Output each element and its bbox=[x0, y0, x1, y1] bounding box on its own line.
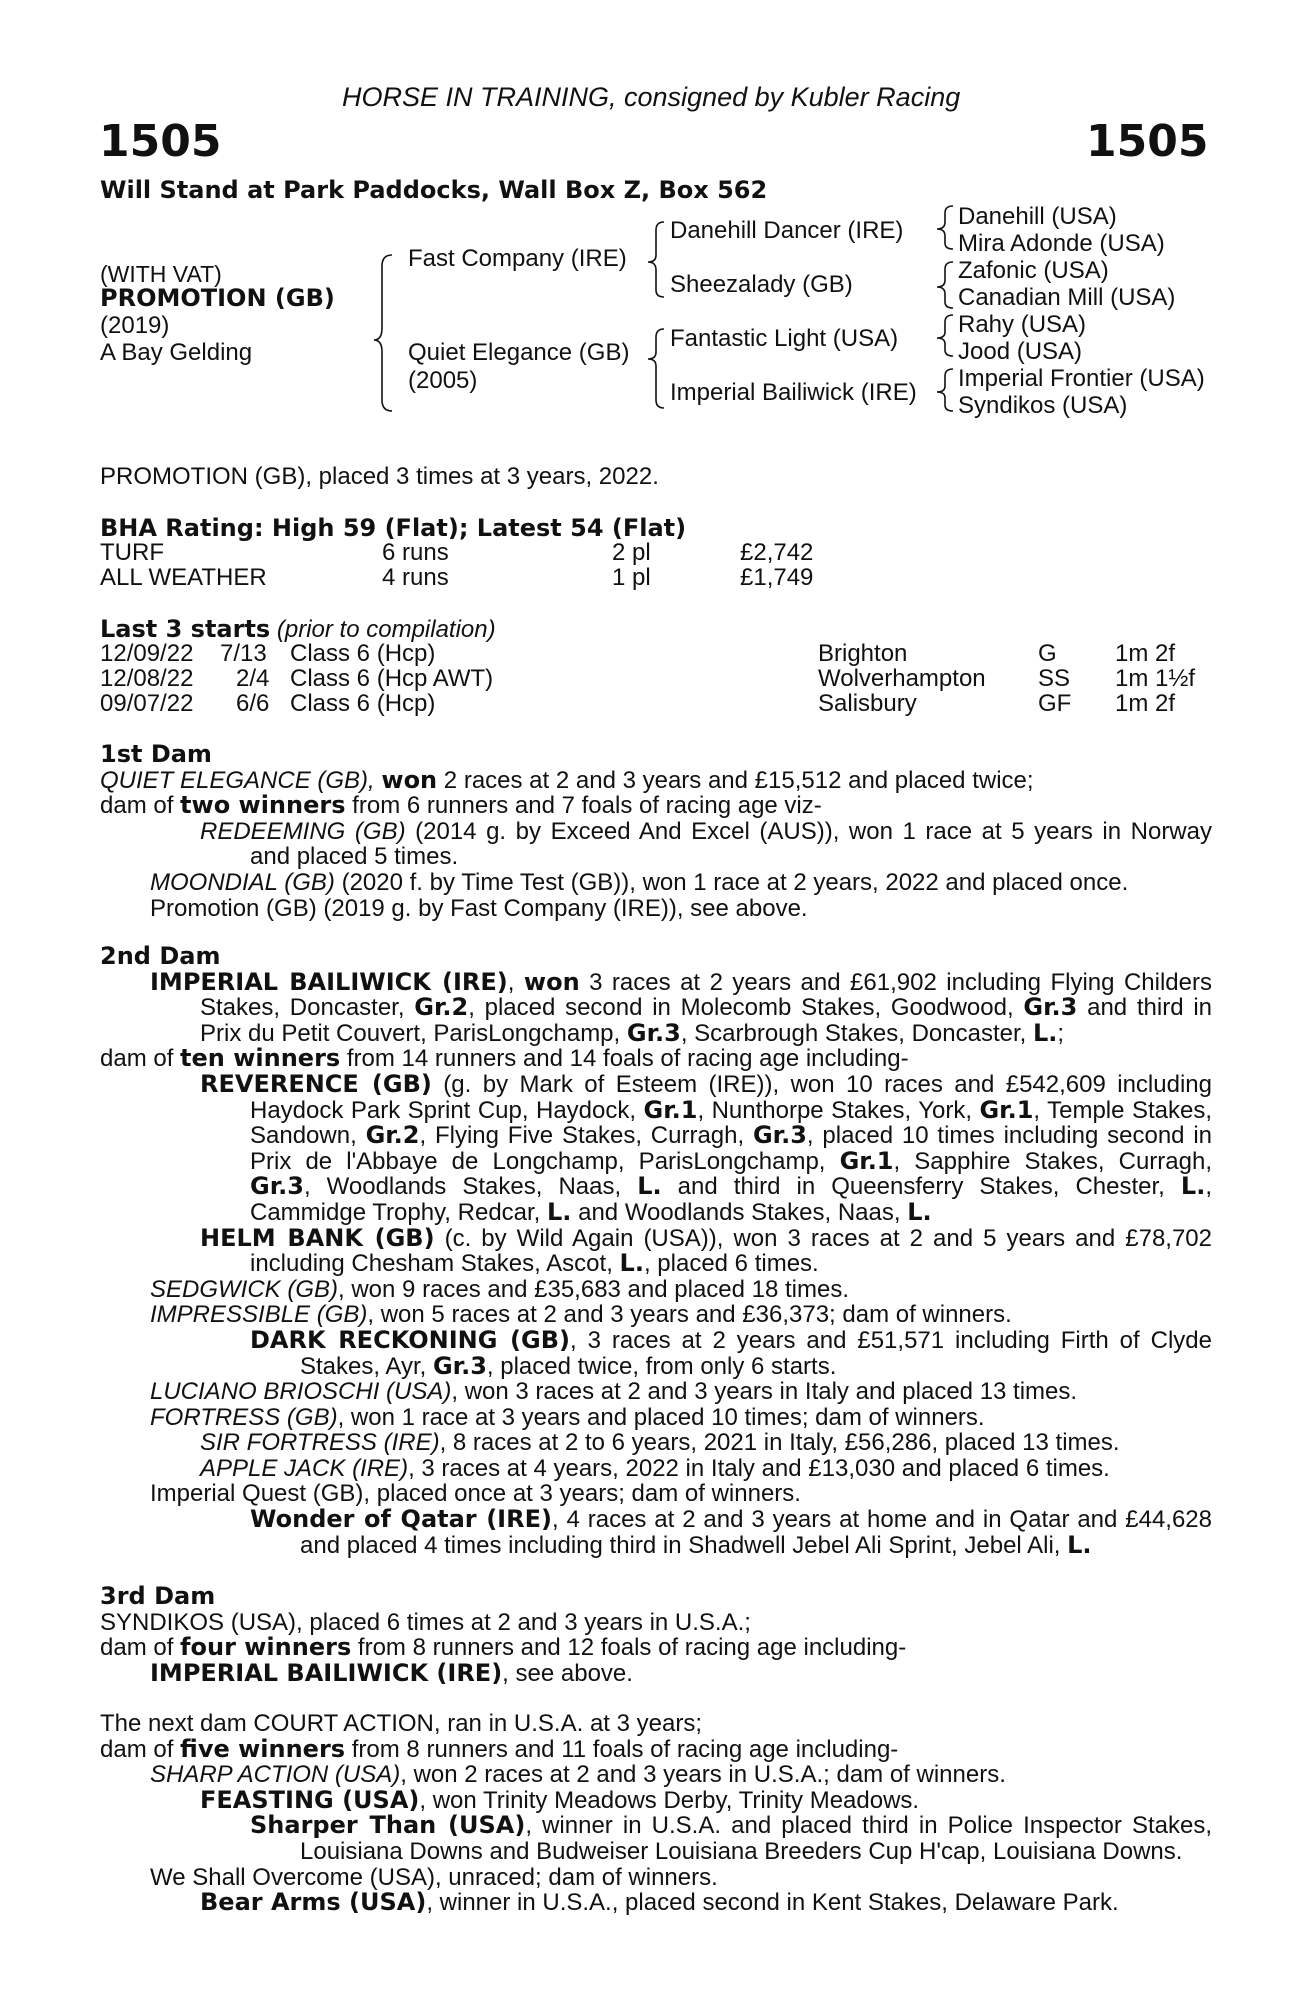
start-distance: 1m 2f bbox=[1115, 640, 1176, 667]
produce-name: Sharper Than (USA) bbox=[250, 1811, 526, 1840]
first-dam-produce-line bbox=[100, 793, 1212, 819]
produce-entry bbox=[100, 1785, 1212, 1814]
produce-name: REDEEMING (GB) bbox=[200, 817, 406, 845]
consignment-line: HORSE IN TRAINING, consigned by Kubler Racing bbox=[342, 82, 961, 112]
start-date: 09/07/22 bbox=[100, 690, 194, 717]
record-text: , Woodlands Stakes, Naas, bbox=[303, 1173, 638, 1201]
dam-of-label: dam of bbox=[100, 1735, 181, 1763]
next-dam-section bbox=[100, 1711, 1212, 1916]
start-date: 12/09/22 bbox=[100, 640, 194, 667]
grade-label: Gr.3 bbox=[626, 1018, 681, 1047]
record-text: , won 9 races and £35,683 and placed 18 times. bbox=[338, 1275, 850, 1303]
listed-label: L. bbox=[637, 1172, 662, 1201]
second-dam-produce-line bbox=[100, 1046, 1212, 1072]
dam-name: IMPERIAL BAILIWICK (IRE) bbox=[150, 967, 508, 996]
rating-placed: 1 pl bbox=[612, 564, 651, 591]
record-text: , placed 10 times including second in Prix de l'Abbaye de Longchamp, ParisLongchamp, bbox=[250, 1122, 1212, 1175]
winners-count: four winners bbox=[180, 1633, 352, 1662]
won-label: won bbox=[523, 967, 580, 996]
lot-number-right: 1505 bbox=[1086, 116, 1209, 167]
record-text: , Nunthorpe Stakes, York, bbox=[697, 1096, 980, 1124]
produce-name: SHARP ACTION (USA) bbox=[150, 1761, 401, 1789]
start-distance: 1m 2f bbox=[1115, 690, 1176, 717]
produce-entry bbox=[100, 1277, 1212, 1303]
record-text: , 8 races at 2 to 6 years, 2021 in Italy, £56,286, placed 13 times. bbox=[439, 1429, 1120, 1457]
rating-title: BHA Rating: High 59 (Flat); Latest 54 (Flat) bbox=[100, 514, 687, 542]
second-dam-record bbox=[100, 967, 1212, 1047]
first-dam-title: 1st Dam bbox=[100, 740, 212, 768]
grade-label: Gr.3 bbox=[432, 1351, 487, 1380]
granddam-4: Canadian Mill (USA) bbox=[958, 284, 1176, 311]
rating-runs: 4 runs bbox=[382, 564, 449, 591]
first-dam-section bbox=[100, 742, 1212, 921]
record-text: , see above. bbox=[502, 1659, 633, 1687]
grade-label: Gr.3 bbox=[1023, 993, 1078, 1022]
produce-entry bbox=[100, 1302, 1212, 1328]
runners-foals: from 14 runners and 14 foals of racing age including- bbox=[340, 1045, 909, 1073]
record-text: and third in Queensferry Stakes, Chester, bbox=[661, 1173, 1181, 1201]
start-going: G bbox=[1038, 640, 1057, 667]
start-going: GF bbox=[1038, 690, 1072, 717]
record-text: and Woodlands Stakes, Naas, bbox=[571, 1198, 908, 1226]
horse-name: PROMOTION (GB) bbox=[100, 284, 335, 312]
runners-foals: from 6 runners and 7 foals of racing age viz- bbox=[345, 792, 822, 820]
produce-entry: We Shall Overcome (USA), unraced; dam of winners. bbox=[150, 1863, 718, 1891]
produce-entry bbox=[100, 1430, 1212, 1456]
listed-label: L. bbox=[1180, 1172, 1206, 1201]
record-text: , winner in U.S.A. and placed third in Police Inspector Stakes, Louisiana Downs and Budweiser Louisiana Breeders Cup H'cap, Louisiana Downs. bbox=[300, 1812, 1212, 1865]
sire: Fast Company (IRE) bbox=[408, 245, 627, 272]
record-text: 3 races at 2 years and £61,902 including Flying Childers Stakes, Doncaster, bbox=[200, 968, 1212, 1022]
record-text: , Sapphire Stakes, Curragh, bbox=[893, 1147, 1213, 1175]
record-text: , won Trinity Meadows Derby, Trinity Meadows. bbox=[419, 1786, 920, 1814]
stand-location: Will Stand at Park Paddocks, Wall Box Z, Box 562 bbox=[100, 176, 768, 204]
starts-heading bbox=[100, 616, 496, 643]
rating-surface: TURF bbox=[100, 539, 164, 566]
produce-name: LUCIANO BRIOSCHI (USA) bbox=[150, 1378, 452, 1406]
produce-name: DARK RECKONING (GB) bbox=[250, 1325, 570, 1354]
produce-entry bbox=[100, 1658, 1212, 1687]
record-text: , winner in U.S.A., placed second in Kent Stakes, Delaware Park. bbox=[426, 1889, 1119, 1917]
produce-record: (2014 g. by Exceed And Excel (AUS)), won 1 race at 5 years in Norway and placed 5 times. bbox=[250, 817, 1212, 871]
horse-year: (2019) bbox=[100, 312, 170, 339]
record-text: , won 3 races at 2 and 3 years in Italy and placed 13 times. bbox=[451, 1378, 1078, 1406]
starts-title: Last 3 starts bbox=[100, 615, 271, 643]
record-text: , Flying Five Stakes, Curragh, bbox=[419, 1122, 753, 1150]
produce-entry bbox=[100, 870, 1212, 896]
grade-label: Gr.3 bbox=[250, 1172, 304, 1201]
produce-name: SEDGWICK (GB) bbox=[150, 1275, 339, 1303]
grade-label: Gr.2 bbox=[365, 1121, 420, 1150]
produce-entry bbox=[100, 1379, 1212, 1405]
listed-label: L. bbox=[619, 1249, 644, 1278]
record-text: (g. by Mark of Esteem (IRE)), won 10 races and £542,609 including Haydock Park Sprint Cup, Haydock, bbox=[250, 1070, 1212, 1124]
starts-note: (prior to compilation) bbox=[276, 616, 496, 643]
dam-of-label: dam of bbox=[100, 792, 181, 820]
third-dam-produce-line bbox=[100, 1635, 1212, 1661]
start-position: 7/13 bbox=[220, 640, 267, 667]
produce-record: (2020 f. by Time Test (GB)), won 1 race at 2 years, 2022 and placed once. bbox=[334, 868, 1129, 896]
record-text: , won 2 races at 2 and 3 years in U.S.A.; dam of winners. bbox=[400, 1761, 1006, 1789]
start-course: Wolverhampton bbox=[818, 665, 986, 692]
listed-label: L. bbox=[1033, 1018, 1058, 1047]
start-race: Class 6 (Hcp) bbox=[290, 690, 436, 717]
produce-name: SIR FORTRESS (IRE) bbox=[200, 1429, 440, 1457]
produce-name: Bear Arms (USA) bbox=[200, 1888, 427, 1917]
granddam-6: Jood (USA) bbox=[958, 338, 1083, 365]
grade-label: Gr.1 bbox=[643, 1095, 698, 1124]
start-course: Salisbury bbox=[818, 690, 917, 717]
dam-sire: Fantastic Light (USA) bbox=[670, 325, 899, 352]
grade-label: Gr.1 bbox=[979, 1095, 1034, 1124]
granddam-5: Rahy (USA) bbox=[958, 311, 1087, 338]
first-dam-line bbox=[100, 765, 1212, 794]
third-dam-section bbox=[100, 1584, 1212, 1686]
next-dam-produce-line bbox=[100, 1734, 1212, 1763]
listed-label: L. bbox=[907, 1197, 932, 1226]
granddam-2: Mira Adonde (USA) bbox=[958, 230, 1165, 257]
winners-count: two winners bbox=[180, 791, 346, 820]
start-race: Class 6 (Hcp AWT) bbox=[290, 665, 494, 692]
lot-number-left: 1505 bbox=[99, 116, 222, 167]
separator: , bbox=[507, 968, 524, 996]
produce-entry bbox=[100, 1405, 1212, 1431]
produce-name: HELM BANK (GB) bbox=[200, 1223, 435, 1252]
record-text: , 4 races at 2 and 3 years at home and in Qatar and £44,628 and placed 4 times including third in Shadwell Jebel Ali Sprint, Jebel Ali, bbox=[300, 1506, 1213, 1559]
record-text: , Temple Stakes, Sandown, bbox=[250, 1096, 1212, 1150]
dam-dam: Imperial Bailiwick (IRE) bbox=[670, 379, 917, 406]
produce-entry bbox=[100, 1507, 1212, 1558]
produce-entry bbox=[100, 819, 1212, 870]
produce-entry bbox=[100, 1762, 1212, 1788]
third-dam-title: 3rd Dam bbox=[100, 1582, 216, 1610]
third-dam-record: SYNDIKOS (USA), placed 6 times at 2 and 3 years in U.S.A.; bbox=[100, 1608, 751, 1636]
produce-entry bbox=[100, 1069, 1213, 1226]
rating-prize: £2,742 bbox=[740, 539, 814, 566]
produce-name: IMPRESSIBLE (GB) bbox=[150, 1301, 368, 1329]
rating-placed: 2 pl bbox=[612, 539, 651, 566]
record-text: ; bbox=[1057, 1019, 1065, 1047]
vat-note: (WITH VAT) bbox=[100, 261, 222, 287]
won-label: won bbox=[381, 765, 438, 794]
start-distance: 1m 1½f bbox=[1115, 665, 1196, 692]
rating-surface: ALL WEATHER bbox=[100, 564, 267, 591]
start-race: Class 6 (Hcp) bbox=[290, 640, 436, 667]
produce-name: REVERENCE (GB) bbox=[200, 1069, 432, 1098]
record-text: , placed second in Molecomb Stakes, Goodwood, bbox=[468, 994, 1024, 1022]
record-text: , won 5 races at 2 and 3 years and £36,373; dam of winners. bbox=[367, 1301, 1012, 1329]
winners-count: ten winners bbox=[180, 1044, 341, 1073]
record-text: , placed twice, from only 6 starts. bbox=[486, 1352, 837, 1380]
rating-prize: £1,749 bbox=[740, 564, 814, 591]
horse-description: A Bay Gelding bbox=[100, 339, 253, 366]
runners-foals: from 8 runners and 12 foals of racing age including- bbox=[351, 1634, 907, 1662]
produce-name: FEASTING (USA) bbox=[200, 1785, 420, 1814]
produce-entry bbox=[100, 1325, 1212, 1380]
granddam-7: Imperial Frontier (USA) bbox=[958, 365, 1205, 392]
produce-entry: Promotion (GB) (2019 g. by Fast Company (IRE)), see above. bbox=[150, 894, 808, 922]
start-course: Brighton bbox=[818, 640, 908, 667]
produce-name: APPLE JACK (IRE) bbox=[200, 1454, 409, 1482]
produce-entry bbox=[100, 1456, 1212, 1482]
produce-entry bbox=[100, 1223, 1212, 1278]
listed-label: L. bbox=[547, 1197, 572, 1226]
record-text: , 3 races at 2 years and £51,571 including Firth of Clyde Stakes, Ayr, bbox=[300, 1326, 1212, 1380]
dam: Quiet Elegance (GB) bbox=[408, 339, 630, 366]
start-going: SS bbox=[1038, 665, 1071, 692]
produce-name: FORTRESS (GB) bbox=[150, 1403, 338, 1431]
record-text: , Cammidge Trophy, Redcar, bbox=[250, 1173, 1212, 1226]
start-position: 2/4 bbox=[236, 665, 270, 692]
produce-entry: Imperial Quest (GB), placed once at 3 years; dam of winners. bbox=[150, 1480, 801, 1508]
produce-entry bbox=[100, 1813, 1212, 1864]
second-dam-title: 2nd Dam bbox=[100, 942, 221, 970]
start-position: 6/6 bbox=[236, 690, 270, 717]
dam-of-label: dam of bbox=[100, 1045, 181, 1073]
runners-foals: from 8 runners and 11 foals of racing age including- bbox=[345, 1735, 899, 1763]
granddam-8: Syndikos (USA) bbox=[958, 392, 1128, 419]
grade-label: Gr.2 bbox=[414, 993, 469, 1022]
record-text: , 3 races at 4 years, 2022 in Italy and £13,030 and placed 6 times. bbox=[408, 1454, 1110, 1482]
dam-name: QUIET ELEGANCE (GB), bbox=[100, 766, 375, 794]
second-dam-section bbox=[100, 944, 1212, 1558]
sire-dam: Sheezalady (GB) bbox=[670, 271, 853, 298]
listed-label: L. bbox=[1067, 1530, 1092, 1559]
produce-name: IMPERIAL BAILIWICK (IRE) bbox=[150, 1658, 503, 1687]
produce-name: MOONDIAL (GB) bbox=[150, 868, 335, 896]
dam-year: (2005) bbox=[408, 367, 478, 394]
rating-runs: 6 runs bbox=[382, 539, 449, 566]
winners-count: five winners bbox=[180, 1734, 346, 1763]
record-text: (c. by Wild Again (USA)), won 3 races at 2 and 5 years and £78,702 including Chesham Stakes, Ascot, bbox=[250, 1224, 1212, 1278]
record-text: , Scarbrough Stakes, Doncaster, bbox=[680, 1019, 1033, 1047]
dam-of-label: dam of bbox=[100, 1634, 181, 1662]
start-date: 12/08/22 bbox=[100, 665, 194, 692]
granddam-3: Zafonic (USA) bbox=[958, 257, 1109, 284]
sire-sire: Danehill Dancer (IRE) bbox=[670, 217, 904, 244]
produce-name: Wonder of Qatar (IRE) bbox=[250, 1505, 552, 1534]
grade-label: Gr.1 bbox=[839, 1146, 894, 1175]
record-text: , placed 6 times. bbox=[643, 1250, 819, 1278]
next-dam-record: The next dam COURT ACTION, ran in U.S.A. at 3 years; bbox=[100, 1710, 702, 1737]
grade-label: Gr.3 bbox=[752, 1121, 807, 1150]
record-text: and third in Prix du Petit Couvert, ParisLongchamp, bbox=[200, 994, 1212, 1047]
dam-record: 2 races at 2 and 3 years and £15,512 and placed twice; bbox=[437, 766, 1034, 794]
produce-entry bbox=[100, 1890, 1212, 1916]
race-summary: PROMOTION (GB), placed 3 times at 3 years, 2022. bbox=[100, 463, 659, 490]
record-text: , won 1 race at 3 years and placed 10 times; dam of winners. bbox=[337, 1403, 985, 1431]
granddam-1: Danehill (USA) bbox=[958, 203, 1117, 230]
